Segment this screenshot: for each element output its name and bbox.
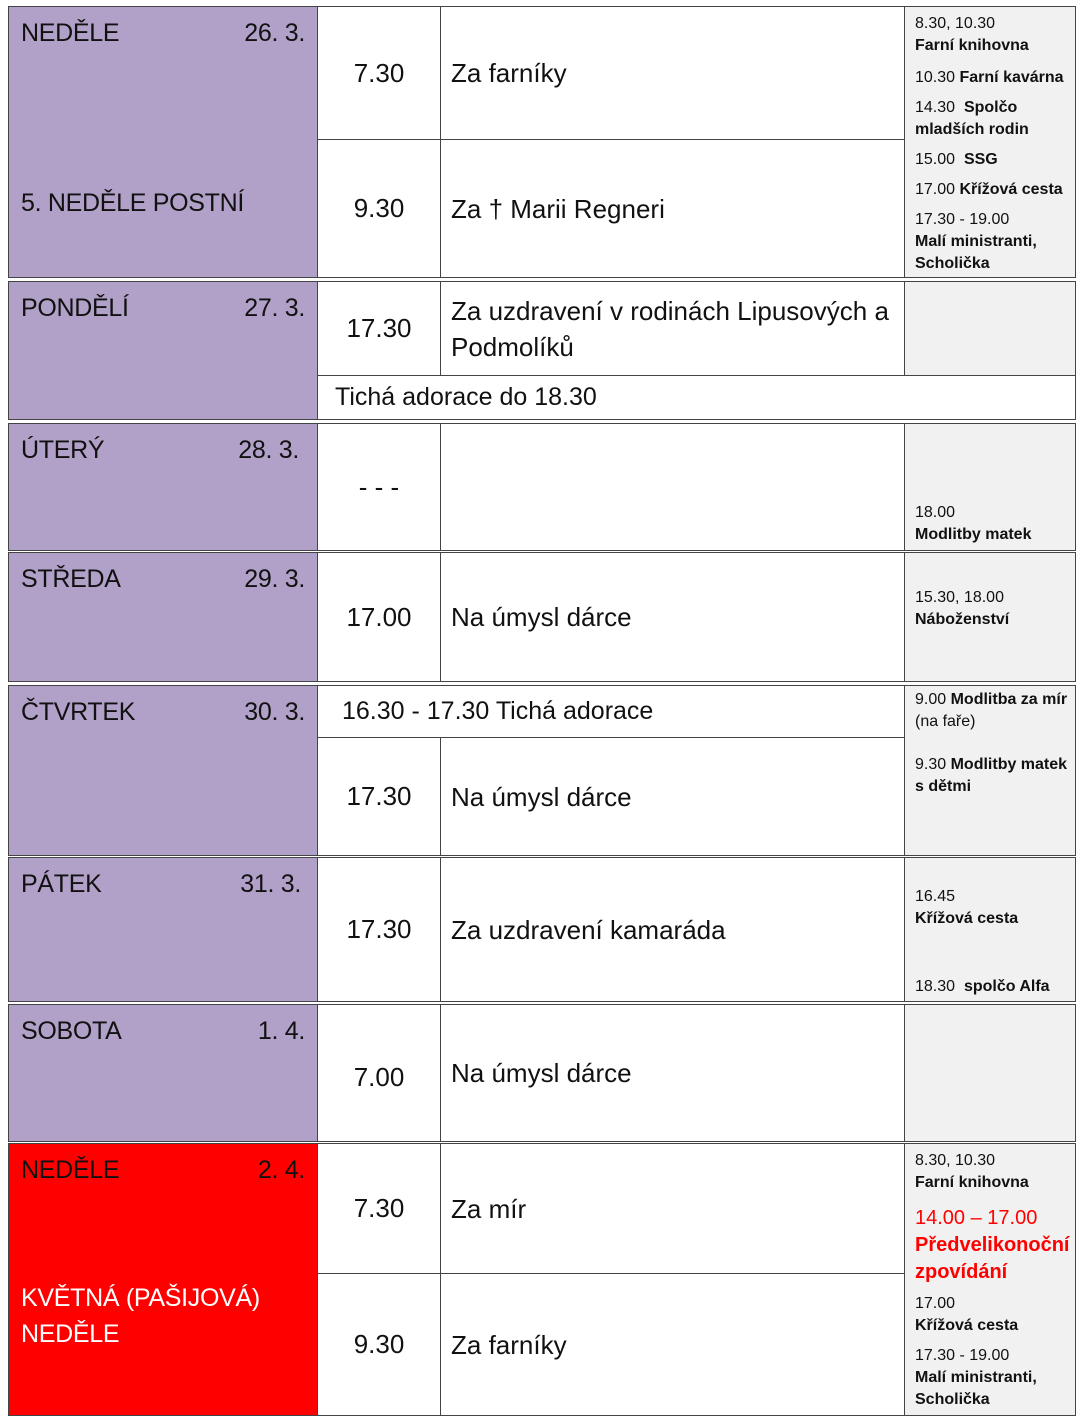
day-subtitle: 5. NEDĚLE POSTNÍ — [21, 189, 245, 217]
mass-intention: Za uzdravení v rodinách Lipusových a Podmolíků — [440, 281, 905, 376]
day-name: ČTVRTEK — [21, 698, 136, 726]
note-time: 8.30, 10.30 — [915, 1152, 996, 1169]
note-item — [915, 179, 1071, 201]
notes-cell-tuesday — [904, 423, 1076, 551]
note-time: 16.45 — [915, 888, 956, 905]
note-item — [915, 689, 1071, 733]
note-time: 15.30, 18.00 — [915, 589, 1004, 606]
note-label: Modlitby matek s dětmi — [915, 756, 1068, 795]
note-item — [915, 149, 1071, 171]
note-item — [915, 886, 1071, 930]
note-item — [915, 97, 1071, 141]
note-extra: (na faře) — [915, 713, 976, 730]
notes-cell-sunday-26 — [904, 6, 1076, 278]
note-item — [915, 754, 1071, 798]
note-time: 18.00 — [915, 504, 956, 521]
note-item — [915, 1150, 1071, 1194]
note-item — [915, 502, 1071, 546]
day-name: SOBOTA — [21, 1017, 122, 1045]
note-time: 15.00 — [915, 151, 956, 168]
notes-cell-palm-sunday — [904, 1143, 1076, 1416]
mass-time: 17.30 — [317, 737, 441, 856]
note-label: Farní knihovna — [915, 1174, 1029, 1191]
day-name: PÁTEK — [21, 870, 102, 898]
mass-intention — [440, 423, 905, 551]
day-date: 1. 4. — [257, 1017, 305, 1045]
mass-intention: Za † Marii Regneri — [440, 139, 905, 278]
day-cell-monday — [8, 281, 318, 420]
note-label: Předvelikonoční zpovídání — [915, 1234, 1070, 1283]
mass-time: 17.30 — [317, 281, 441, 376]
day-name: NEDĚLE — [21, 1156, 120, 1184]
note-item — [915, 1345, 1071, 1411]
note-label: Malí ministranti, Scholička — [915, 1369, 1037, 1408]
note-time: 14.00 – 17.00 — [915, 1207, 1038, 1229]
note-label: Modlitby matek — [915, 526, 1032, 543]
day-cell-saturday — [8, 1004, 318, 1142]
note-item — [915, 1293, 1071, 1337]
note-item — [915, 209, 1071, 275]
notes-cell-wednesday — [904, 552, 1076, 682]
day-cell-friday — [8, 857, 318, 1002]
note-label: Spolčo mladších rodin — [915, 99, 1029, 138]
note-label: Farní kavárna — [959, 69, 1064, 86]
mass-intention: Na úmysl dárce — [440, 737, 905, 856]
day-cell-sunday-26 — [8, 6, 318, 278]
mass-time: 9.30 — [317, 1273, 441, 1416]
note-time: 18.30 — [915, 978, 956, 995]
day-date: 27. 3. — [244, 294, 305, 322]
note-time: 17.30 - 19.00 — [915, 211, 1010, 228]
day-name: ÚTERÝ — [21, 436, 105, 464]
mass-time: 7.30 — [317, 6, 441, 140]
note-label: Křížová cesta — [959, 181, 1063, 198]
note-label: Křížová cesta — [915, 1317, 1019, 1334]
mass-intention: Na úmysl dárce — [440, 552, 905, 682]
day-name: STŘEDA — [21, 565, 121, 593]
notes-cell-friday — [904, 857, 1076, 1002]
day-cell-thursday — [8, 685, 318, 856]
day-name: NEDĚLE — [21, 19, 120, 47]
notes-cell-monday — [904, 281, 1076, 376]
note-label: spolčo Alfa — [963, 978, 1050, 995]
mass-time: 17.30 — [317, 857, 441, 1002]
note-time: 14.30 — [915, 99, 956, 116]
adoration-thursday: 16.30 - 17.30 Tichá adorace — [317, 685, 905, 738]
day-cell-wednesday — [8, 552, 318, 682]
mass-time: 9.30 — [317, 139, 441, 278]
day-name: PONDĚLÍ — [21, 294, 129, 322]
mass-time: 17.00 — [317, 552, 441, 682]
adoration-monday: Tichá adorace do 18.30 — [317, 375, 1076, 420]
note-time: 17.00 — [915, 181, 956, 198]
mass-time: 7.30 — [317, 1143, 441, 1274]
mass-intention: Za farníky — [440, 6, 905, 140]
day-subtitle: KVĚTNÁ (PAŠIJOVÁ) NEDĚLE — [21, 1284, 260, 1348]
note-label: Náboženství — [915, 611, 1010, 628]
note-label: Křížová cesta — [915, 910, 1019, 927]
note-time: 17.30 - 19.00 — [915, 1347, 1010, 1364]
mass-intention: Za mír — [440, 1143, 905, 1274]
notes-cell-thursday — [904, 685, 1076, 856]
mass-time: - - - — [317, 423, 441, 551]
note-label: SSG — [963, 151, 998, 168]
day-cell-palm-sunday — [8, 1143, 318, 1416]
note-label: Modlitba za mír — [950, 691, 1068, 708]
day-date: 29. 3. — [244, 565, 305, 593]
mass-time: 7.00 — [317, 1004, 441, 1142]
note-item-confession — [915, 1205, 1071, 1286]
note-time: 10.30 — [915, 69, 956, 86]
notes-cell-saturday — [904, 1004, 1076, 1142]
day-date: 31. 3. — [240, 870, 301, 898]
day-date: 26. 3. — [244, 19, 305, 47]
day-date: 28. 3. — [238, 436, 299, 464]
note-label: Farní knihovna — [915, 37, 1029, 54]
day-cell-tuesday — [8, 423, 318, 551]
note-item — [915, 976, 1071, 998]
mass-intention: Na úmysl dárce — [440, 1004, 905, 1142]
note-item — [915, 587, 1071, 631]
note-time: 17.00 — [915, 1295, 956, 1312]
note-item — [915, 67, 1071, 89]
note-item — [915, 13, 1071, 57]
day-date: 30. 3. — [244, 698, 305, 726]
note-time: 8.30, 10.30 — [915, 15, 996, 32]
note-label: Malí ministranti, Scholička — [915, 233, 1037, 272]
note-time: 9.30 — [915, 756, 947, 773]
note-time: 9.00 — [915, 691, 947, 708]
mass-intention: Za farníky — [440, 1273, 905, 1416]
day-date: 2. 4. — [257, 1156, 305, 1184]
mass-intention: Za uzdravení kamaráda — [440, 857, 905, 1002]
